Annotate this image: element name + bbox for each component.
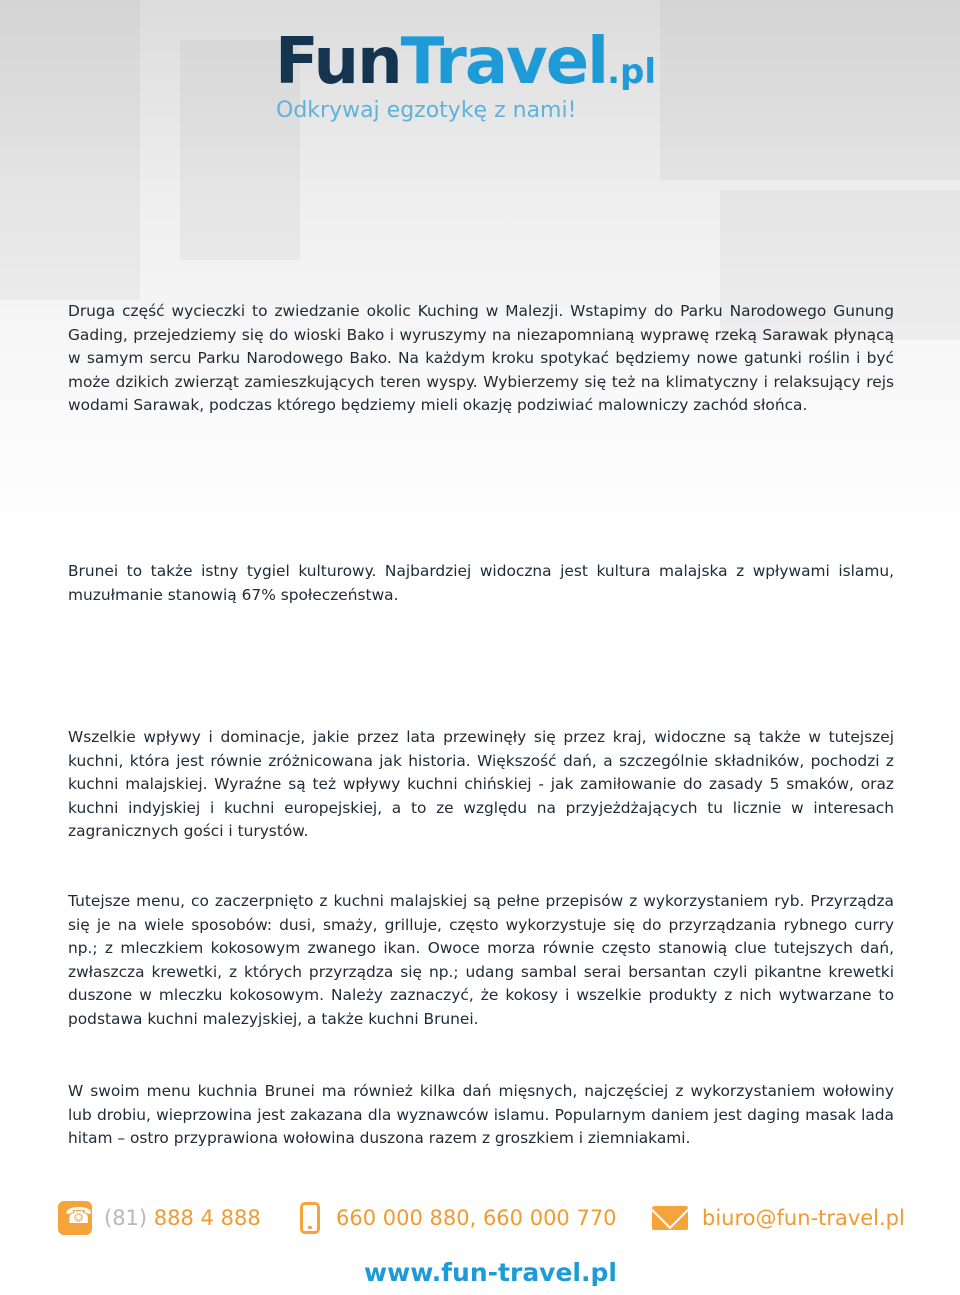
footer-email[interactable] — [652, 1198, 905, 1238]
mobile-icon — [300, 1202, 320, 1234]
brand-logo — [275, 26, 656, 108]
mobile-numbers: 660 000 880, 660 000 770 — [336, 1206, 617, 1230]
email-address: biuro@fun-travel.pl — [702, 1206, 905, 1230]
paragraph-cuisine-influences: Wszelkie wpływy i dominacje, jakie przez lata przewinęły się przez kraj, widoczne są także w tutejszej kuchni, która jest równie zróżnicowana jak historia. Większość dań, a szczególnie składników, pochodzi z kuchni malajskiej. Wyraźne są też wpływy kuchni chińskiej - jak zamiłowanie do zasady 5 smaków, oraz kuchni indyjskiej i kuchni europejskiej, a to ze względu na przyjeżdżających tu licznie w interesach zagranicznych gości i turystów. — [68, 728, 894, 840]
paragraph-kuching: Druga część wycieczki to zwiedzanie okolic Kuching w Malezji. Wstapimy do Parku Narodowego Gunung Gading, przejedziemy się do wioski Bako i wyruszymy na niezapomnianą wyprawę rzeką Sarawak płynącą w samym sercu Parku Narodowego Bako. Na każdym kroku spotykać będziemy nowe gatunki roślin i być może dzikich zwierząt zamieszkujących teren wyspy. Wybierzemy się też na klimatyczny i relaksujący rejs wodami Sarawak, podczas którego będziemy mieli okazję podziwiać malowniczy zachód słońca. — [68, 302, 894, 414]
phone-number: 888 4 888 — [153, 1206, 261, 1230]
logo-travel: Travel — [400, 25, 608, 99]
paragraph-fish-menu: Tutejsze menu, co zaczerpnięto z kuchni malajskiej są pełne przepisów z wykorzystaniem ryb. Przyrządza się je na wiele sposobów: dusi, smaży, grilluje, często wykorzystuje się do przyrządzania rybnego curry np.; z mleczkiem kokosowym zwanego ikan. Owoce morza równie często stanowią clue tutejszych dań, zwłaszcza krewetki, z których przyrządza się np.; udang sambal serai bersantan czyli pikantne krewetki duszone w mleczku kokosowym. Należy zaznaczyć, że kokosy i wszelkie produkty z nich wytwarzane to podstawa kuchni malezyjskiej, a także kuchni Brunei. — [68, 892, 894, 1028]
phone-prefix: (81) — [104, 1206, 148, 1230]
paragraph-meat-dishes: W swoim menu kuchnia Brunei ma również kilka dań mięsnych, najczęściej z wykorzystaniem wołowiny lub drobiu, wieprzowina jest zakazana dla wyznawców islamu. Popularnym daniem jest daging masak lada hitam – ostro przyprawiona wołowina duszona razem z groszkiem i ziemniakami. — [68, 1082, 894, 1147]
website-link[interactable]: www.fun-travel.pl — [364, 1258, 617, 1287]
tagline: Odkrywaj egzotykę z nami! — [276, 98, 577, 123]
footer-mobile[interactable] — [300, 1198, 617, 1238]
logo-pl: .pl — [607, 52, 657, 92]
phone-icon — [58, 1201, 92, 1235]
logo-fun: Fun — [275, 25, 401, 99]
footer-phone[interactable] — [58, 1198, 261, 1238]
paragraph-culture: Brunei to także istny tygiel kulturowy. Najbardziej widoczna jest kultura malajska z wpływami islamu, muzułmanie stanowią 67% społeczeństwa. — [68, 562, 894, 604]
mail-icon — [652, 1206, 688, 1230]
